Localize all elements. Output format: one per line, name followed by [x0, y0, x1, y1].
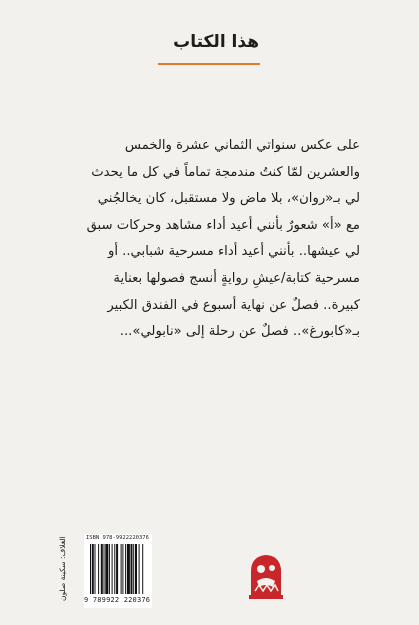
- blurb-line: لي بـ«روان»، بلا ماض ولا مستقبل، كان يخالجُني: [97, 191, 360, 207]
- heading-underline: [158, 63, 260, 65]
- blurb-line: لي عيشها.. بأنني أعيد أداء مسرحية شبابي.. أو: [107, 244, 360, 260]
- blurb-text: [58, 133, 360, 346]
- isbn-barcode: [84, 534, 152, 608]
- section-heading: هذا الكتاب: [173, 32, 259, 52]
- isbn-label: ISBN 978-9922220376: [86, 535, 149, 541]
- publisher-logo-icon: [245, 551, 287, 601]
- isbn-number: 9 789922 220376: [84, 596, 151, 604]
- blurb-line: والعشرين لمّا كنتُ مندمجة تماماً في كل ما يحدث: [91, 164, 360, 180]
- blurb-line: على عكس سنواتي الثماني عشرة والخمس: [124, 138, 360, 153]
- blurb-line: مع «أ» شعورٌ بأنني أعيد أداء مشاهد وحركات سبق: [86, 217, 360, 233]
- blurb-line: بـ«كابورغ».. فصلٌ عن رحلة إلى «نابولي»...: [119, 324, 360, 340]
- blurb-line: كبيرة.. فصلٌ عن نهاية أسبوع في الفندق الكبير: [107, 297, 360, 313]
- blurb-line: مسرحية كتابة/عيشِ روايةٍ أنسج فصولها بعناية: [113, 270, 360, 286]
- barcode-bars-icon: [90, 544, 148, 596]
- cover-credit: الغلاف: سكينة صلون: [58, 536, 67, 602]
